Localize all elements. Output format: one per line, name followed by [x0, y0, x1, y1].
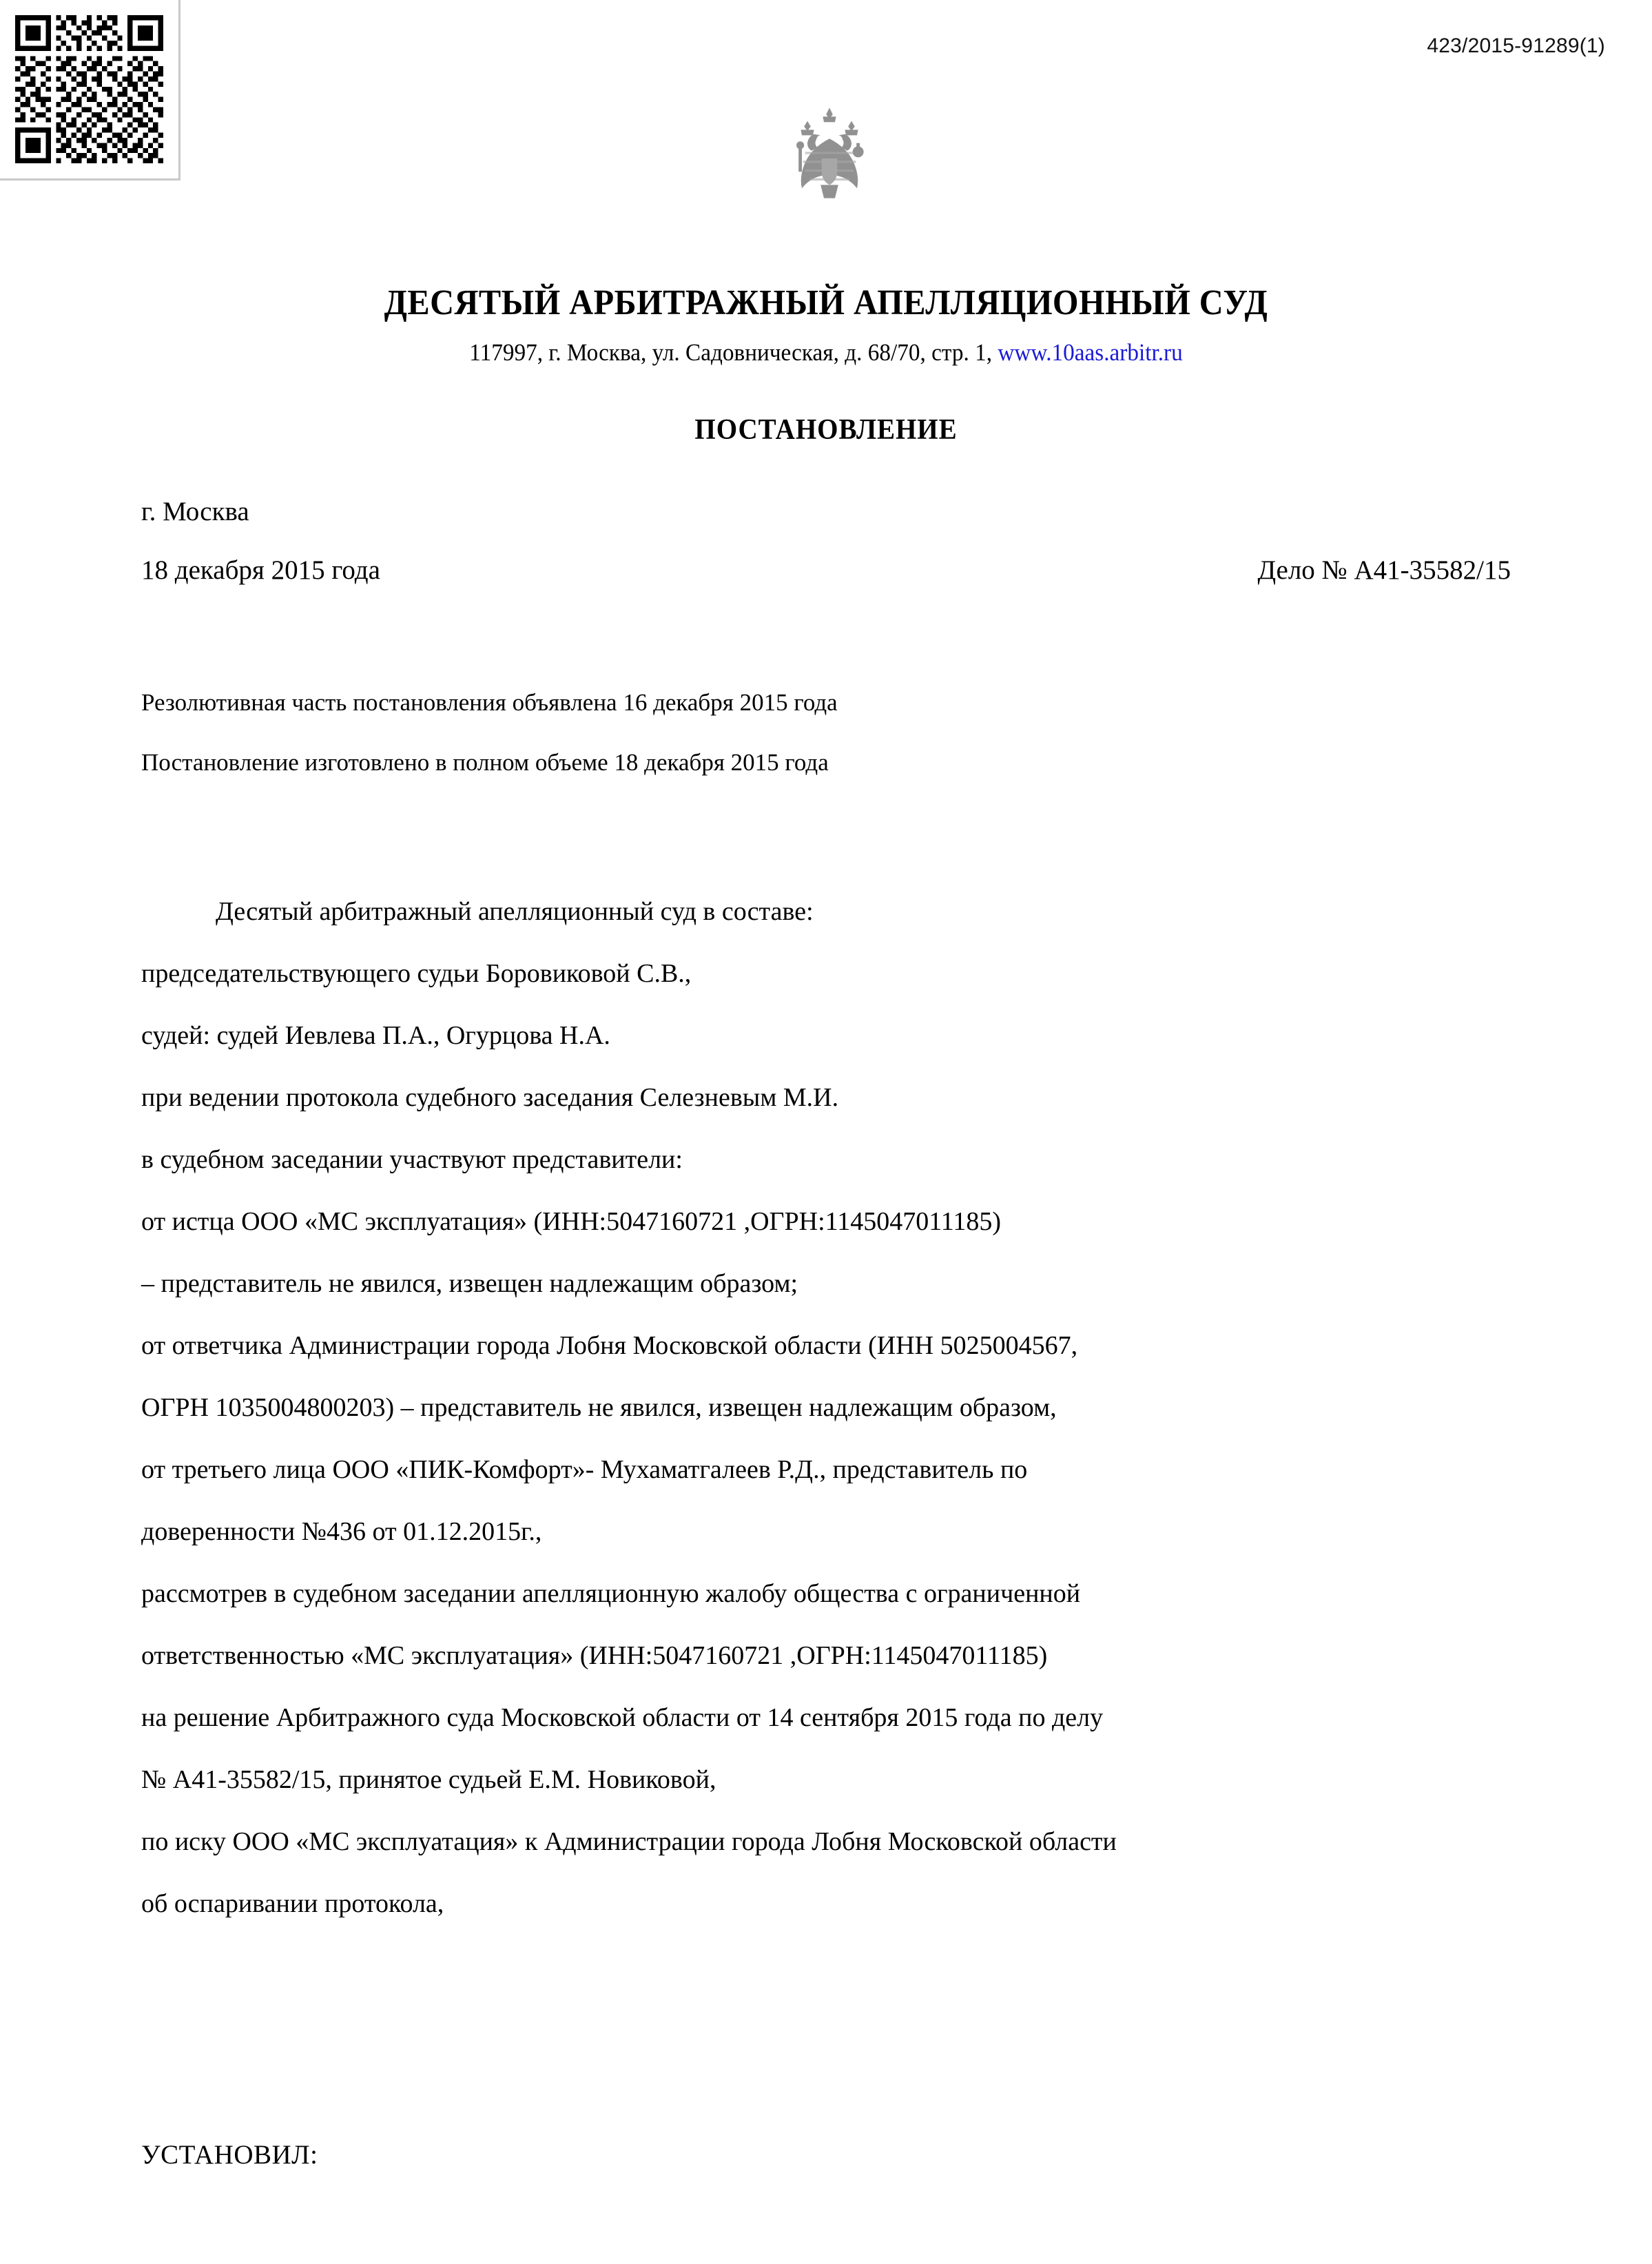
defendant-line: от ответчика Администрации города Лобня Московской области (ИНН 5025004567, [141, 1331, 1078, 1360]
page-title: ДЕСЯТЫЙ АРБИТРАЖНЫЙ АПЕЛЛЯЦИОННЫЙ СУД [384, 283, 1268, 322]
document-body [141, 881, 1511, 1935]
claim-line-2: об оспаривании протокола, [141, 1889, 444, 1918]
court-address [41, 339, 1611, 367]
appeal-review-line-2: ответственностью «МС эксплуатация» (ИНН:5047160721 ,ОГРН:1145047011185) [141, 1641, 1048, 1670]
date-case-row [141, 555, 1511, 586]
appealed-decision-line-1: на решение Арбитражного суда Московской области от 14 сентября 2015 года по делу [141, 1703, 1104, 1732]
appealed-decision-line-2: № А41-35582/15, принятое судьей Е.М. Новиковой, [141, 1765, 716, 1794]
qr-code [0, 0, 180, 181]
case-number: Дело № А41-35582/15 [1257, 555, 1511, 585]
document-id: 423/2015-91289(1) [1427, 34, 1605, 57]
qr-code-image [15, 15, 163, 163]
appeal-review-line-1: рассмотрев в судебном заседании апелляционную жалобу общества с ограниченной [141, 1579, 1081, 1608]
eagle-emblem-image [774, 103, 885, 214]
claim-line-1: по иску ООО «МС эксплуатация» к Администрации города Лобня Московской области [141, 1827, 1117, 1856]
document-kind-heading: ПОСТАНОВЛЕНИЕ [694, 414, 958, 446]
russian-coat-of-arms-icon [774, 103, 885, 214]
participants-intro-line: в судебном заседании участвуют представители: [141, 1145, 683, 1174]
judges-line: судей: судей Иевлева П.А., Огурцова Н.А. [141, 1021, 610, 1050]
document-date: 18 декабря 2015 года [141, 555, 380, 585]
established-heading: УСТАНОВИЛ: [141, 2140, 318, 2170]
resolution-announced-line: Резолютивная часть постановления объявлена 16 декабря 2015 года [141, 689, 838, 716]
third-party-proxy-line: доверенности №436 от 01.12.2015г., [141, 1517, 542, 1546]
composition-intro: Десятый арбитражный апелляционный суд в составе: [216, 897, 814, 926]
full-text-made-line: Постановление изготовлено в полном объеме 18 декабря 2015 года [141, 749, 829, 776]
presiding-judge-line: председательствующего судьи Боровиковой С.В., [141, 959, 692, 988]
defendant-status-line: ОГРН 1035004800203) – представитель не явился, извещен надлежащим образом, [141, 1393, 1057, 1422]
third-party-line: от третьего лица ООО «ПИК-Комфорт»- Мухаматгалеев Р.Д., представитель по [141, 1455, 1028, 1484]
plaintiff-line: от истца ООО «МС эксплуатация» (ИНН:5047160721 ,ОГРН:1145047011185) [141, 1207, 1002, 1236]
court-address-text: 117997, г. Москва, ул. Садовническая, д. 68/70, стр. 1, [469, 339, 993, 366]
plaintiff-status-line: – представитель не явился, извещен надлежащим образом; [141, 1269, 798, 1298]
clerk-line: при ведении протокола судебного заседания Селезневым М.И. [141, 1083, 839, 1112]
city-label: г. Москва [141, 497, 249, 526]
court-website-link[interactable]: www.10aas.arbitr.ru [998, 339, 1183, 366]
